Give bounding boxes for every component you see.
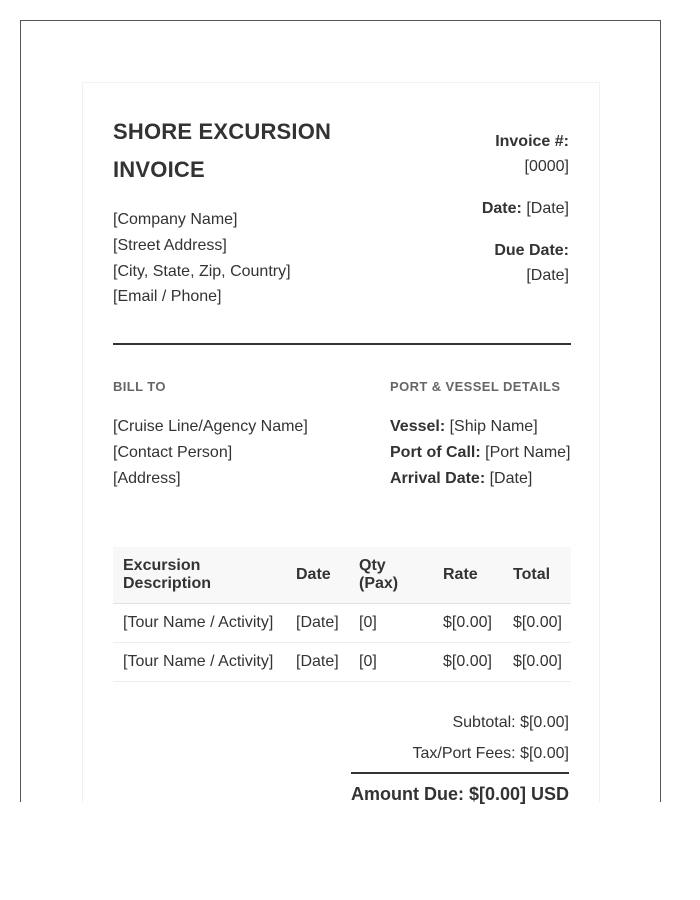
total-header: Total: [503, 547, 571, 604]
email-phone: [Email / Phone]: [113, 288, 222, 306]
header-divider: [113, 343, 571, 345]
invoice-card: [82, 82, 600, 802]
invoice-number-block: [389, 129, 569, 179]
port-of-call-line: [390, 440, 580, 466]
totals-summary: [351, 714, 569, 806]
excursion-description-header: Excursion Description: [113, 547, 286, 604]
vessel-value: [Ship Name]: [449, 418, 538, 435]
excursion-table: [113, 547, 571, 682]
invoice-date-label: Date:: [481, 200, 522, 217]
arrival-date-value: [Date]: [489, 469, 533, 487]
excursion-description-cell: [Tour Name / Activity]: [113, 604, 286, 643]
total-cell: $[0.00]: [503, 604, 571, 643]
invoice-number-value: [0000]: [524, 158, 569, 175]
due-date-block: [389, 238, 569, 288]
bill-to-address: [Address]: [113, 469, 181, 487]
port-vessel-details-heading: PORT & VESSEL DETAILS: [390, 379, 561, 394]
table-row: [113, 604, 571, 643]
table-header-row: [113, 547, 571, 604]
invoice-number-label: Invoice #:: [495, 133, 569, 150]
quantity-pax-header: Qty (Pax): [349, 547, 433, 604]
invoice-date-value: [Date]: [526, 200, 569, 217]
company-info: [113, 207, 363, 310]
total-cell: $[0.00]: [503, 643, 571, 682]
city-state-zip-country: [City, State, Zip, Country]: [113, 262, 291, 280]
quantity-cell: [0]: [349, 604, 433, 643]
quantity-cell: [0]: [349, 643, 433, 682]
rate-cell: $[0.00]: [433, 604, 503, 643]
subtotal: Subtotal: $[0.00]: [452, 714, 569, 731]
date-cell: [Date]: [286, 604, 349, 643]
vessel-line: [390, 414, 580, 440]
street-address: [Street Address]: [113, 236, 227, 254]
bill-to-contact-person: [Contact Person]: [113, 443, 233, 461]
invoice-title: SHORE EXCURSION INVOICE: [113, 119, 332, 182]
date-header: Date: [286, 547, 349, 604]
port-of-call-label: Port of Call:: [390, 443, 481, 461]
invoice-meta: [389, 129, 569, 288]
table-row: [113, 643, 571, 682]
amount-due-divider: [351, 772, 569, 774]
vessel-label: Vessel:: [390, 418, 446, 435]
arrival-date-label: Arrival Date:: [390, 469, 486, 487]
invoice-date-block: [389, 196, 569, 221]
date-cell: [Date]: [286, 643, 349, 682]
tax-port-fees: Tax/Port Fees: $[0.00]: [412, 745, 569, 762]
bill-to-details: [113, 414, 363, 491]
bill-to-heading: BILL TO: [113, 379, 166, 394]
bill-to-agency-name: [Cruise Line/Agency Name]: [113, 418, 308, 435]
arrival-date-line: [390, 466, 580, 492]
excursion-description-cell: [Tour Name / Activity]: [113, 643, 286, 682]
amount-due: Amount Due: $[0.00] USD: [351, 784, 570, 804]
rate-header: Rate: [433, 547, 503, 604]
due-date-label: Due Date:: [494, 242, 569, 259]
due-date-value: [Date]: [526, 267, 569, 284]
port-vessel-details: [390, 414, 580, 491]
rate-cell: $[0.00]: [433, 643, 503, 682]
port-of-call-value: [Port Name]: [485, 443, 571, 461]
company-name: [Company Name]: [113, 211, 238, 228]
